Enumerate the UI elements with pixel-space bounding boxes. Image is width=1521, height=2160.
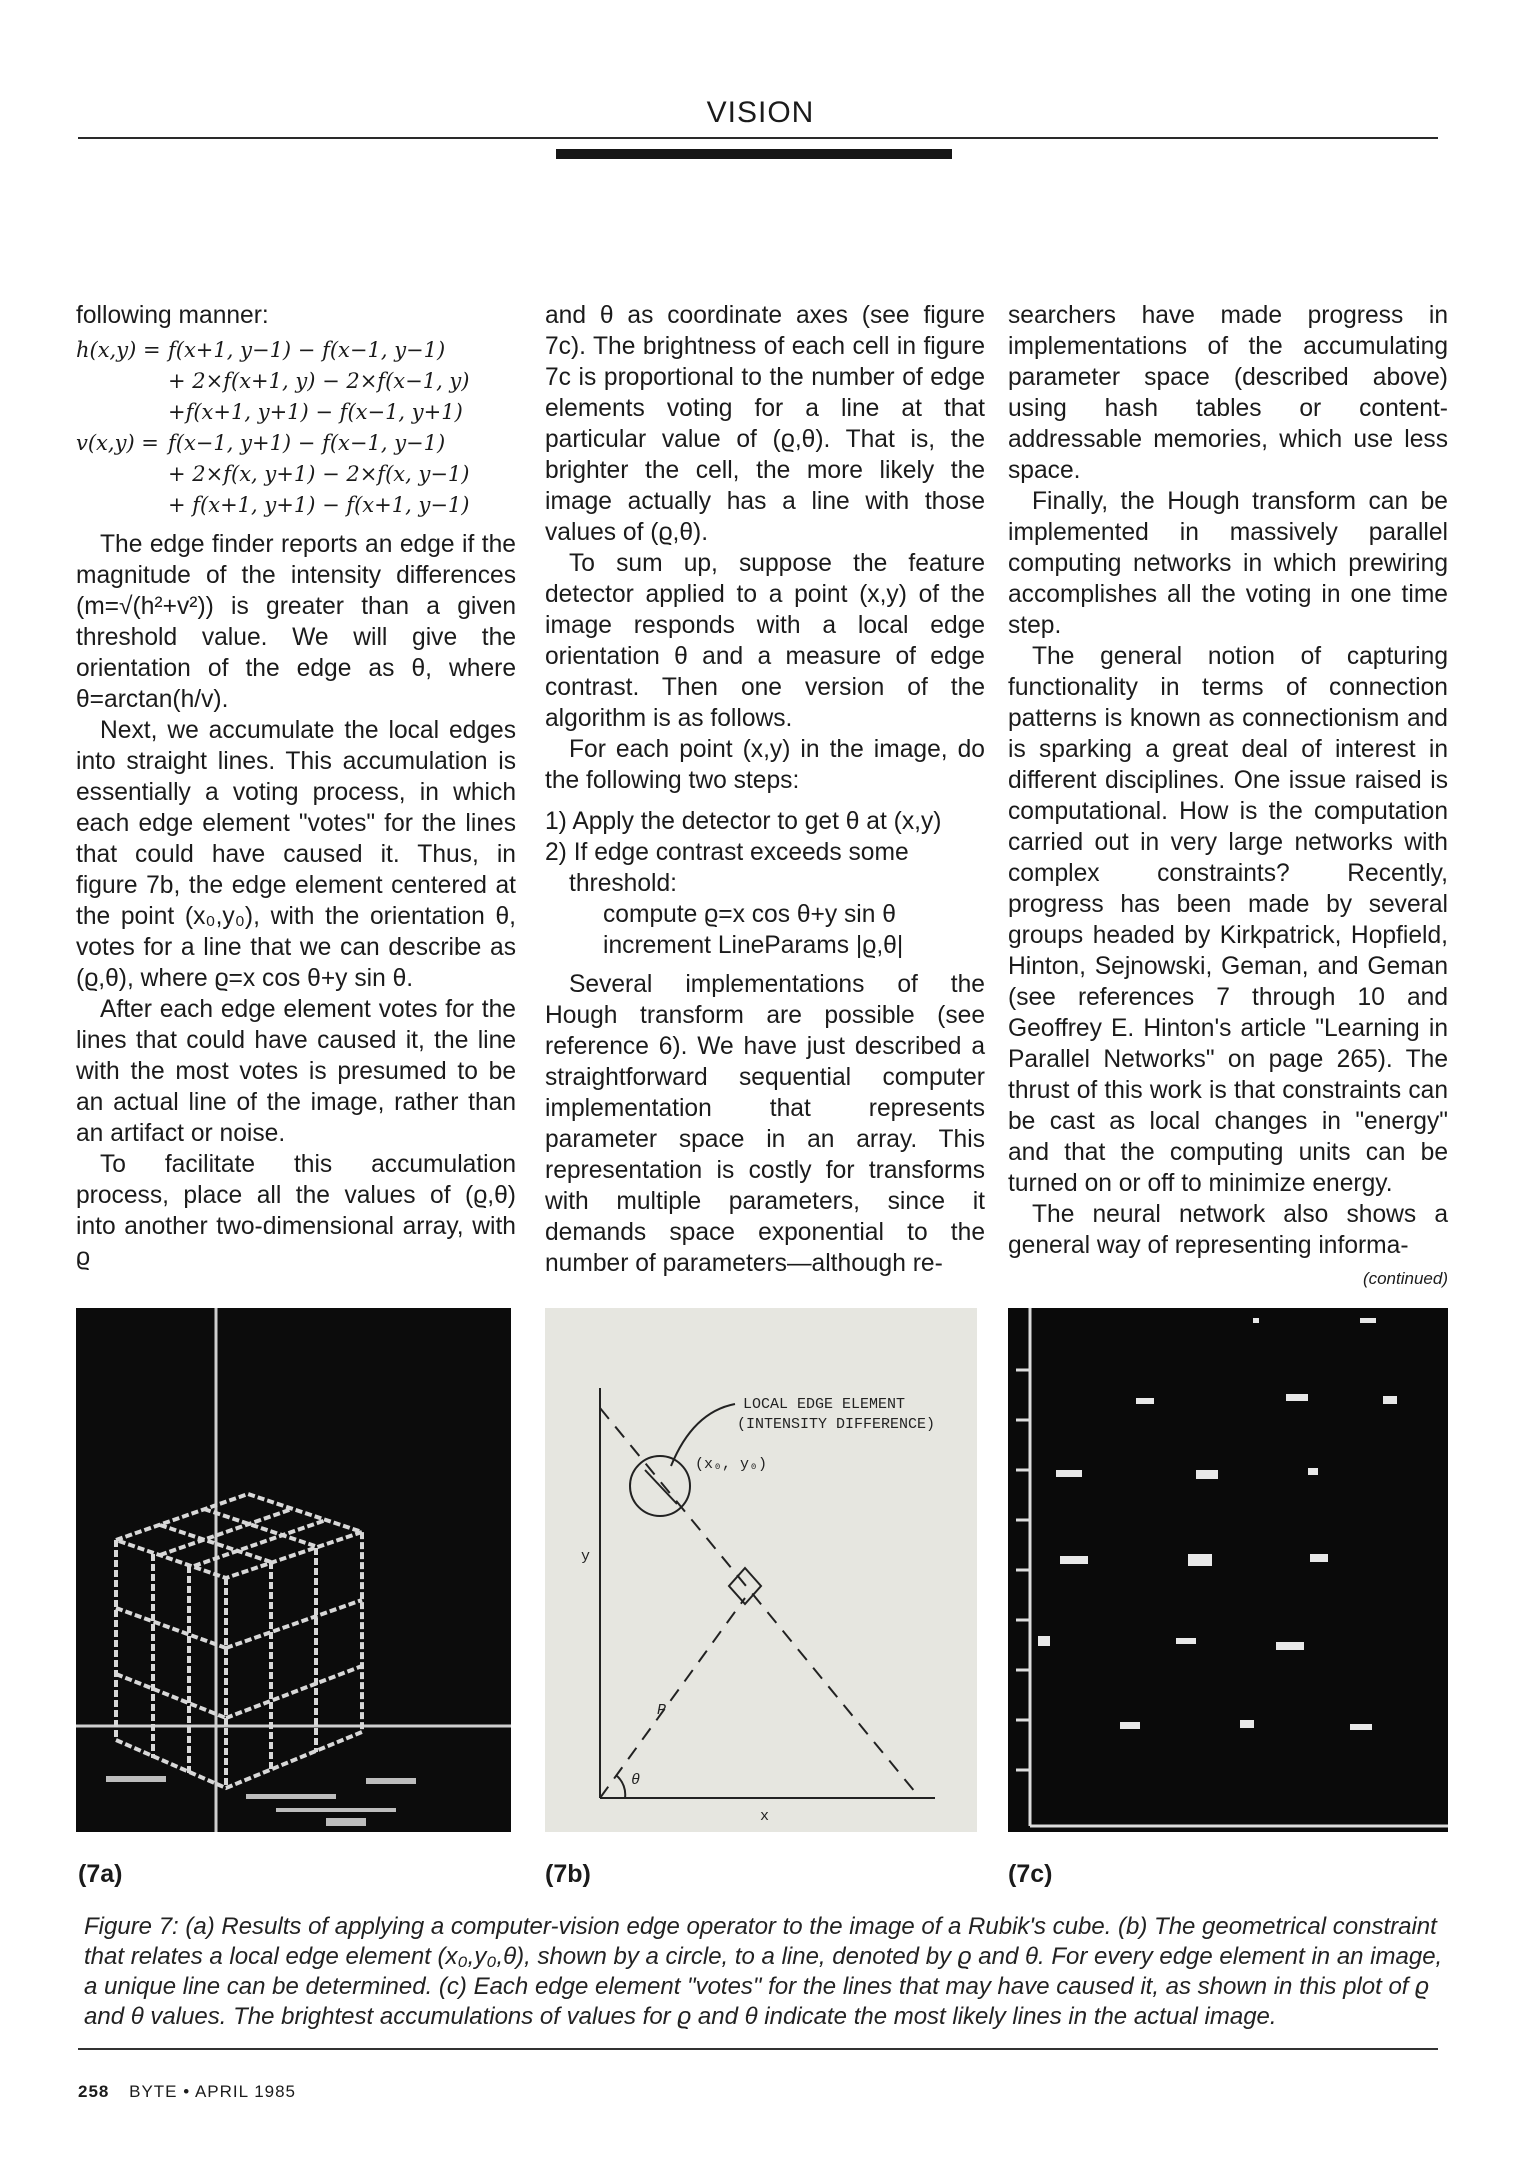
equation-term: + 2×f(x, y+1) − 2×f(x, y−1)	[168, 462, 470, 486]
equation-term: + f(x+1, y+1) − f(x+1, y−1)	[168, 493, 470, 517]
y-axis-label: y	[581, 1548, 591, 1565]
equation-lhs: v(x,y) =	[76, 431, 159, 455]
paragraph: After each edge element votes for the lines that could have caused it, the line with the most votes is presumed to be an actual line of the image, rather than an artifact or noise.	[76, 996, 516, 1147]
text-column-1	[76, 300, 516, 1273]
accumulator-plot	[1008, 1308, 1448, 1832]
text-column-2	[545, 300, 985, 1279]
paragraph: The neural network also shows a general way of representing informa-	[1008, 1201, 1448, 1259]
figure-label-7b: (7b)	[545, 1860, 591, 1888]
text-column-3	[1008, 300, 1448, 1294]
equation-term: +f(x+1, y+1) − f(x−1, y+1)	[168, 400, 463, 424]
algorithm-steps	[545, 806, 985, 961]
hough-geometry-diagram	[545, 1308, 977, 1832]
figure-caption: Figure 7: (a) Results of applying a computer-vision edge operator to the image of a Rubik's cube. (b) The geometrical constraint that relates a local edge element (x₀,y₀,θ), shown by a circle, to a line, denoted by ϱ and θ. For every edge element in an image, a unique line can be determined. (c) Each edge element "votes" for the lines that may have caused it, as shown in this plot of ϱ and θ values. The brightest accumulations of values for ϱ and θ indicate the most likely lines in the actual image.	[84, 1913, 1443, 2030]
equation-term: + 2×f(x+1, y) − 2×f(x−1, y)	[168, 369, 470, 393]
figure-7a	[76, 1308, 511, 1832]
paragraph: Several implementations of the Hough transform are possible (see reference 6). We have just described a straightforward sequential computer implementation that represents parameter space in an array. This representation is costly for transforms with multiple parameters, since it demands space exponential to the number of parameters—although re-	[545, 971, 985, 1277]
x-axis-label: x	[760, 1808, 770, 1825]
algorithm-step: 2) If edge contrast exceeds some threshold:	[545, 839, 909, 897]
header-rule	[78, 137, 1438, 139]
footer-rule	[78, 2048, 1438, 2050]
paragraph: and θ as coordinate axes (see figure 7c). The brightness of each cell in figure 7c is proportional to the number of edge elements voting for a line at that particular value of (ϱ,θ). That is, the brighter the cell, the more likely the image actually has a line with those values of (ϱ,θ).	[545, 302, 985, 546]
paragraph: Next, we accumulate the local edges into straight lines. This accumulation is essentially a voting process, in which each edge element "votes" for the lines that could have caused it. Thus, in figure 7b, the edge element centered at the point (x₀,y₀), with the orientation θ, votes for a line that we can describe as (ϱ,θ), where ϱ=x cos θ+y sin θ.	[76, 717, 516, 992]
figure-7c	[1008, 1308, 1448, 1832]
figure-label-7c: (7c)	[1008, 1860, 1053, 1888]
edge-label-line1: LOCAL EDGE ELEMENT	[743, 1396, 906, 1413]
equation-lhs: h(x,y) =	[76, 338, 161, 362]
paragraph: Finally, the Hough transform can be implemented in massively parallel computing networks in which prewiring accomplishes all the voting in one time step.	[1008, 488, 1448, 639]
edge-label-line2: (INTENSITY DIFFERENCE)	[737, 1416, 936, 1433]
page-number: 258	[78, 2082, 110, 2101]
figure-7b	[545, 1308, 977, 1832]
theta-label: θ	[631, 1772, 641, 1789]
magazine-issue: BYTE • APRIL 1985	[129, 2082, 297, 2101]
page-footer	[78, 2082, 296, 2102]
rubiks-edge-image	[76, 1308, 511, 1832]
figure-label-7a: (7a)	[78, 1860, 123, 1888]
paragraph: To facilitate this accumulation process, place all the values of (ϱ,θ) into another two-dimensional array, with ϱ	[76, 1151, 516, 1271]
paragraph: following manner:	[76, 302, 269, 329]
edge-equations	[76, 335, 516, 521]
paragraph: The edge finder reports an edge if the magnitude of the intensity differences (m=√(h²+v²)) is greater than a given threshold value. We will give the orientation of the edge as θ, where θ=arctan(h/v).	[76, 531, 516, 713]
algorithm-step: 1) Apply the detector to get θ at (x,y)	[545, 808, 942, 835]
paragraph: searchers have made progress in implementations of the accumulating parameter space (described above) using hash tables or content-addressable memories, which use less space.	[1008, 302, 1448, 484]
algorithm-substep: increment LineParams |ϱ,θ|	[603, 932, 904, 959]
rho-label: P	[657, 1702, 667, 1719]
section-title: VISION	[706, 96, 815, 129]
header-bar	[556, 149, 952, 159]
equation-term: f(x−1, y+1) − f(x−1, y−1)	[168, 431, 446, 455]
paragraph: The general notion of capturing functionality in terms of connection patterns is known as connectionism and is sparking a great deal of interest in different disciplines. One issue raised is computational. How is the computation carried out in very large networks with complex constraints? Recently, progress has been made by several groups headed by Kirkpatrick, Hopfield, Hinton, Sejnowski, Geman, and Geman (see references 7 through 10 and Geoffrey E. Hinton's article "Learning in Parallel Networks" on page 265). The thrust of this work is that constraints can be cast as local changes in "energy" and that the computing units can be turned on or off to minimize energy.	[1008, 643, 1448, 1197]
point-label: (x₀, y₀)	[695, 1456, 768, 1473]
algorithm-substep: compute ϱ=x cos θ+y sin θ	[603, 901, 896, 928]
paragraph: For each point (x,y) in the image, do the following two steps:	[545, 736, 985, 794]
paragraph: To sum up, suppose the feature detector applied to a point (x,y) of the image responds with a local edge orientation θ and a measure of edge contrast. Then one version of the algorithm is as follows.	[545, 550, 985, 732]
equation-term: f(x+1, y−1) − f(x−1, y−1)	[168, 338, 446, 362]
continued-note: (continued)	[1362, 1269, 1448, 1288]
